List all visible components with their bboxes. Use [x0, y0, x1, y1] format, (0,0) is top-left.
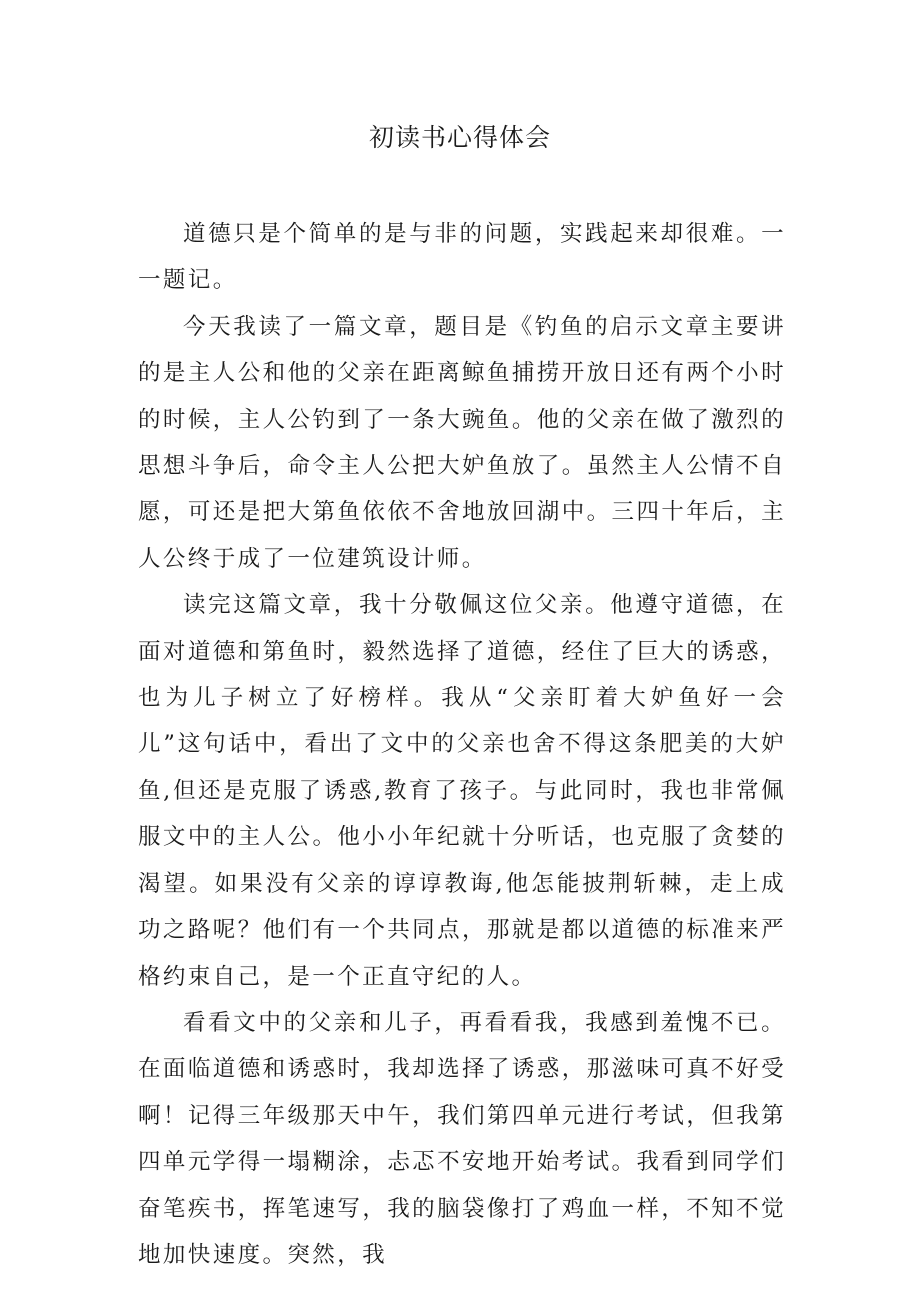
paragraph-reflection: 读完这篇文章，我十分敬佩这位父亲。他遵守道德，在面对道德和第鱼时，毅然选择了道德，经住了巨大的诱惑，也为儿子树立了好榜样。我从“父亲盯着大妒鱼好一会儿”这句话中，看出了文中的父亲也舍不得这条肥美的大妒鱼,但还是克服了诱惑,教育了孩子。与此同时，我也非常佩服文中的主人公。他小小年纪就十分听话，也克服了贪婪的渴望。如果没有父亲的谆谆教诲,他怎能披荆斩棘，走上成功之路呢？他们有一个共同点，那就是都以道德的标准来严格约束自己，是一个正直守纪的人。 [138, 592, 786, 990]
paragraph-epigraph: 道德只是个简单的是与非的问题，实践起来却很难。一一题记。 [138, 221, 786, 294]
paragraph-summary: 今天我读了一篇文章，题目是《钓鱼的启示文章主要讲的是主人公和他的父亲在距离鲸鱼捕捞开放日还有两个小时的时候，主人公钓到了一条大豌鱼。他的父亲在做了激烈的思想斗争后，命令主人公把大妒鱼放了。虽然主人公情不自愿，可还是把大第鱼依依不舍地放回湖中。三四十年后，主人公终于成了一位建筑设计师。 [138, 313, 786, 572]
page-title: 初读书心得体会 [368, 123, 551, 152]
paragraph-personal-story: 看看文中的父亲和儿子，再看看我，我感到羞愧不已。在面临道德和诱惑时，我却选择了诱惑，那滋味可真不好受啊！记得三年级那天中午，我们第四单元进行考试，但我第四单元学得一塌糊涂，忐忑不安地开始考试。我看到同学们奋笔疾书，挥笔速写，我的脑袋像打了鸡血一样，不知不觉地加快速度。突然，我 [138, 1009, 786, 1268]
document-body [138, 211, 786, 1278]
